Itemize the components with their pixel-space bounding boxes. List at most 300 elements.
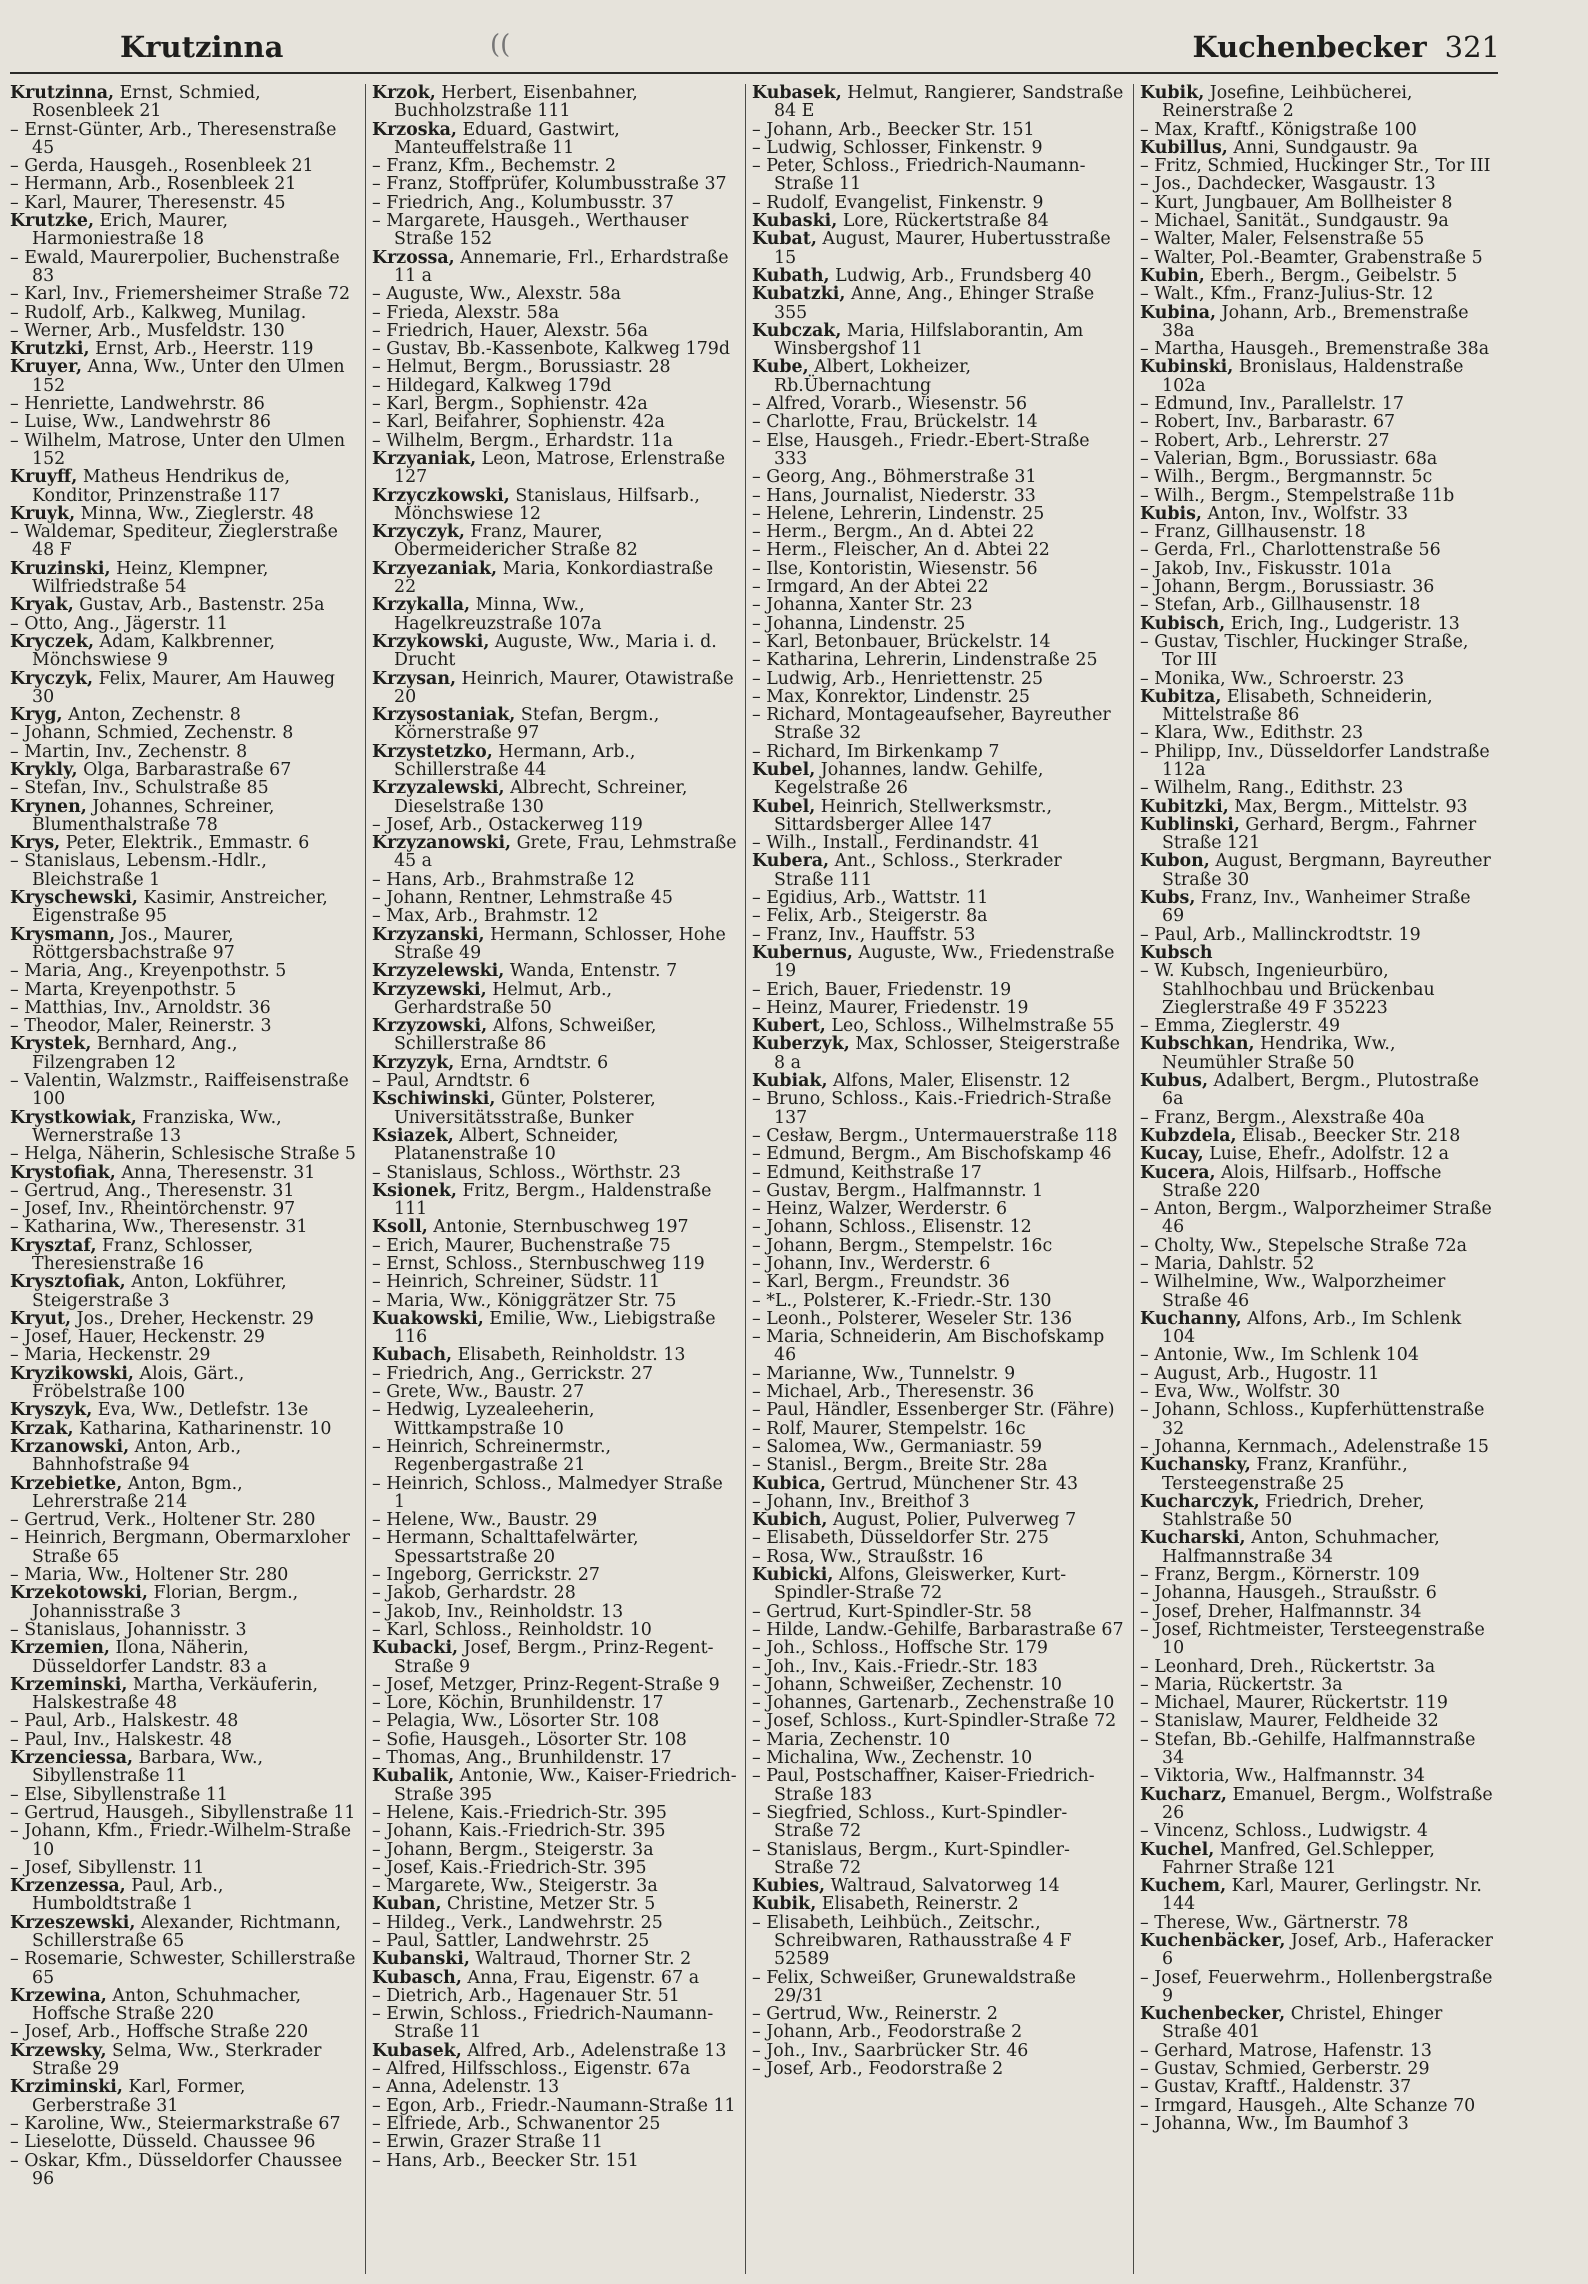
entry-surname: Krzyzanski,	[372, 924, 485, 945]
entry-details: – Waldemar, Spediteur, Zieglerstraße 48 F	[10, 522, 338, 561]
directory-entry	[1140, 1164, 1498, 1201]
entry-details: – Stanislaus, Lebensm.-Hdlr., Bleichstraße 1	[10, 851, 267, 890]
directory-entry	[372, 340, 738, 358]
entry-details: – Gustav, Kraftf., Haldenstr. 37	[1140, 2077, 1412, 2098]
entry-surname: Kubon,	[1140, 851, 1210, 872]
directory-entry	[1140, 743, 1498, 780]
directory-entry	[1140, 1658, 1498, 1676]
entry-details: – Hildeg., Verk., Landwehrstr. 25	[372, 1912, 663, 1933]
entry-surname: Kubs,	[1140, 888, 1196, 909]
directory-entry	[1140, 84, 1498, 121]
directory-entry	[372, 1401, 738, 1438]
entry-surname: Krzekotowski,	[10, 1583, 148, 1604]
directory-entry	[372, 1346, 738, 1364]
entry-surname: Kubsch	[1140, 942, 1213, 963]
entry-surname: Krzenciessa,	[10, 1748, 134, 1769]
header-first-entry: Krutzinna	[120, 30, 284, 64]
entry-details: Gustav, Arb., Bastenstr. 25a	[73, 595, 325, 616]
directory-entry	[10, 1712, 358, 1730]
directory-entry	[372, 1712, 738, 1730]
entry-surname: Kubacki,	[372, 1638, 459, 1659]
entry-surname: Kubatzki,	[752, 284, 846, 305]
entry-details: – Jakob, Inv., Reinholdstr. 13	[372, 1601, 624, 1622]
entry-details: – Hans, Arb., Beecker Str. 151	[372, 2150, 639, 2171]
entry-details: – Fritz, Schmied, Huckinger Str., Tor III	[1140, 156, 1491, 177]
entry-details: – Karl, Betonbauer, Brückelstr. 14	[752, 631, 1051, 652]
directory-entry	[372, 560, 738, 597]
entry-details: – Stanislaus, Johannisstr. 3	[10, 1619, 247, 1640]
entry-details: Leo, Schloss., Wilhelmstraße 55	[825, 1016, 1115, 1037]
entry-details: Alois, Gärt., Fröbelstraße 100	[32, 1363, 245, 1403]
directory-entry	[752, 139, 1126, 157]
directory-entry	[1140, 1273, 1498, 1310]
directory-entry	[372, 1639, 738, 1676]
entry-surname: Krzyzalewski,	[372, 778, 505, 799]
directory-entry	[752, 1456, 1126, 1474]
entry-details: – Cholty, Ww., Stepelsche Straße 72a	[1140, 1235, 1467, 1256]
entry-details: – Karl, Inv., Friemersheimer Straße 72	[10, 284, 351, 305]
entry-surname: Krys,	[10, 833, 61, 854]
entry-details: – Stanislaus, Schloss., Wörthstr. 23	[372, 1162, 681, 1183]
entry-surname: Kubach,	[372, 1345, 453, 1366]
entry-details: – Herm., Fleischer, An d. Abtei 22	[752, 540, 1050, 561]
directory-entry	[752, 1200, 1126, 1218]
directory-entry	[752, 926, 1126, 944]
directory-entry	[372, 157, 738, 175]
directory-entry	[1140, 1383, 1498, 1401]
directory-entry	[10, 670, 358, 707]
entry-surname: Krzysostaniak,	[372, 705, 516, 726]
directory-entry	[372, 1566, 738, 1584]
entry-details: – Stefan, Bb.-Gehilfe, Halfmannstraße 34	[1140, 1729, 1476, 1769]
entry-details: – Stanislaus, Bergm., Kurt-Spindler-Straße 72	[752, 1839, 1070, 1878]
directory-entry	[10, 1749, 358, 1786]
entry-details: – Ludwig, Arb., Henriettenstr. 25	[752, 668, 1044, 689]
entry-details: – Frieda, Alexstr. 58a	[372, 302, 560, 323]
directory-entry	[752, 413, 1126, 431]
entry-surname: Krzyaniak,	[372, 448, 477, 469]
directory-column-1	[10, 84, 358, 2274]
directory-entry	[752, 230, 1126, 267]
entry-details: – August, Arb., Hugostr. 11	[1140, 1363, 1380, 1384]
entry-details: – Josef, Kais.-Friedrich-Str. 395	[372, 1857, 647, 1878]
entry-details: Peter, Elektrik., Emmastr. 6	[60, 833, 310, 854]
entry-surname: Krystek,	[10, 1034, 92, 1055]
directory-entry	[10, 395, 358, 413]
header-last-entry	[1193, 30, 1501, 64]
entry-details: Franz, Maurer, Obermeidericher Straße 82	[394, 522, 638, 561]
directory-entry	[10, 1164, 358, 1182]
entry-surname: Kubica,	[752, 1473, 827, 1494]
directory-entry	[10, 1420, 358, 1438]
directory-entry	[752, 651, 1126, 669]
directory-entry	[372, 1969, 738, 1987]
directory-entry	[752, 1914, 1126, 1969]
entry-details: Franz, Schlosser, Theresienstraße 16	[32, 1235, 254, 1274]
directory-entry	[752, 1804, 1126, 1841]
entry-details: – Johann, Schloss., Kupferhüttenstraße 32	[1140, 1400, 1485, 1439]
directory-entry	[1140, 468, 1498, 486]
entry-details: Auguste, Ww., Friedenstraße 19	[774, 942, 1115, 982]
entry-details: – Josef, Hauer, Heckenstr. 29	[10, 1327, 265, 1348]
entry-surname: Kryszyk,	[10, 1400, 93, 1421]
directory-entry	[10, 999, 358, 1017]
entry-details: Johannes, Schreiner, Blumenthalstraße 78	[32, 796, 275, 835]
entry-details: – Elisabeth, Düsseldorfer Str. 275	[752, 1528, 1049, 1549]
entry-details: – Robert, Arb., Lehrerstr. 27	[1140, 430, 1390, 451]
directory-entry	[10, 1731, 358, 1749]
directory-entry	[1140, 2115, 1498, 2133]
entry-surname: Kubik,	[1140, 84, 1205, 103]
entry-details: – Ilse, Kontoristin, Wiesenstr. 56	[752, 558, 1038, 579]
directory-entry	[372, 926, 738, 963]
directory-entry	[372, 413, 738, 431]
directory-entry	[10, 212, 358, 249]
directory-entry	[372, 816, 738, 834]
directory-entry	[1140, 852, 1498, 889]
entry-details: – Johanna, Xanter Str. 23	[752, 595, 973, 616]
directory-entry	[752, 2060, 1126, 2078]
directory-entry	[372, 249, 738, 286]
directory-entry	[752, 121, 1126, 139]
header-last-name: Kuchenbecker	[1192, 30, 1427, 64]
entry-surname: Kucharski,	[1140, 1528, 1246, 1549]
directory-entry	[752, 541, 1126, 559]
directory-entry	[752, 852, 1126, 889]
directory-entry	[372, 175, 738, 193]
directory-entry	[1140, 1932, 1498, 1969]
directory-entry	[372, 304, 738, 322]
entry-details: Albert, Lokheizer, Rb.Übernachtung	[774, 357, 972, 396]
directory-entry	[752, 670, 1126, 688]
entry-details: – Ernst-Günter, Arb., Theresenstraße 45	[10, 119, 337, 158]
entry-details: – Johann, Arb., Feodorstraße 2	[752, 2022, 1023, 2043]
directory-entry	[1140, 1346, 1498, 1364]
directory-entry	[752, 560, 1126, 578]
directory-entry	[10, 194, 358, 212]
directory-entry	[10, 1950, 358, 1987]
entry-surname: Kubiak,	[752, 1071, 828, 1092]
entry-details: – Franz, Stoffprüfer, Kolumbusstraße 37	[372, 174, 727, 195]
directory-entry	[372, 1694, 738, 1712]
entry-surname: Kuchenbecker,	[1140, 2004, 1286, 2025]
entry-details: Florian, Bergm., Johannisstraße 3	[32, 1583, 299, 1622]
directory-entry	[10, 962, 358, 980]
entry-details: – Salomea, Ww., Germaniastr. 59	[752, 1436, 1043, 1457]
directory-entry	[10, 413, 358, 431]
entry-details: – Peter, Schloss., Friedrich-Naumann-Straße 11	[752, 156, 1086, 195]
entry-details: – Michael, Arb., Theresenstr. 36	[752, 1382, 1035, 1403]
entry-details: – Johannes, Gartenarb., Zechenstraße 10	[752, 1693, 1115, 1714]
entry-surname: Kubert,	[752, 1016, 826, 1037]
directory-entry	[10, 1035, 358, 1072]
entry-details: – Heinz, Walzer, Werderstr. 6	[752, 1199, 1008, 1220]
entry-details: – Charlotte, Frau, Brückelstr. 14	[752, 412, 1038, 433]
directory-entry	[372, 1255, 738, 1273]
directory-entry	[1140, 1731, 1498, 1768]
entry-details: – Karoline, Ww., Steiermarkstraße 67	[10, 2113, 341, 2134]
directory-entry	[10, 2078, 358, 2115]
directory-entry	[1140, 615, 1498, 633]
directory-entry	[372, 2152, 738, 2170]
directory-entry	[752, 1127, 1126, 1145]
directory-entry	[752, 1548, 1126, 1566]
entry-details: – Stanisl., Bergm., Breite Str. 28a	[752, 1455, 1048, 1476]
entry-surname: Kubschkan,	[1140, 1034, 1255, 1055]
entry-details: – Helene, Ww., Baustr. 29	[372, 1510, 598, 1531]
entry-details: – Else, Hausgeh., Friedr.-Ebert-Straße 333	[752, 430, 1090, 469]
entry-details: – Werner, Arb., Musfeldstr. 130	[10, 320, 285, 341]
entry-details: – Jakob, Gerhardstr. 28	[372, 1583, 576, 1604]
entry-details: – Emma, Zieglerstr. 49	[1140, 1016, 1341, 1037]
entry-details: – Maria, Ww., Holtener Str. 280	[10, 1565, 289, 1586]
directory-entry	[1140, 212, 1498, 230]
entry-surname: Krzyzelewski,	[372, 961, 505, 982]
directory-entry	[10, 779, 358, 797]
entry-surname: Kubisch,	[1140, 613, 1226, 634]
directory-entry	[10, 1621, 358, 1639]
directory-entry	[10, 1237, 358, 1274]
entry-surname: Kubalik,	[372, 1766, 455, 1787]
directory-entry	[752, 999, 1126, 1017]
directory-entry	[1140, 779, 1498, 797]
entry-details: – Maria, Dahlstr. 52	[1140, 1254, 1315, 1274]
directory-entry	[372, 596, 738, 633]
entry-details: Erich, Maurer, Harmoniestraße 18	[32, 211, 229, 250]
directory-entry	[1140, 816, 1498, 853]
entry-details: Auguste, Ww., Maria i. d. Drucht	[394, 631, 717, 671]
directory-column-3	[752, 84, 1126, 2274]
entry-details: Ernst, Schmied, Rosenbleek 21	[32, 84, 261, 122]
entry-details: – Paul, Händler, Essenberger Str. (Fähre)	[752, 1400, 1115, 1421]
directory-entry	[1140, 2097, 1498, 2115]
directory-entry	[752, 1420, 1126, 1438]
entry-details: – Gertrud, Kurt-Spindler-Str. 58	[752, 1601, 1032, 1622]
entry-details: – Ludwig, Schlosser, Finkenstr. 9	[752, 137, 1043, 158]
entry-surname: Kschiwinski,	[372, 1089, 496, 1110]
directory-entry	[1140, 249, 1498, 267]
directory-entry	[10, 798, 358, 835]
entry-surname: Kubath,	[752, 265, 830, 286]
directory-entry	[752, 1529, 1126, 1547]
directory-entry	[10, 340, 358, 358]
entry-surname: Kryg,	[10, 705, 63, 726]
directory-entry	[10, 1145, 358, 1163]
directory-entry	[752, 798, 1126, 835]
directory-entry	[752, 1694, 1126, 1712]
entry-details: – Wilhelmine, Ww., Walporzheimer Straße 46	[1140, 1272, 1446, 1311]
entry-details: Albrecht, Schreiner, Dieselstraße 130	[394, 778, 688, 817]
directory-entry	[1140, 1401, 1498, 1438]
entry-details: Grete, Frau, Lehmstraße 45 a	[394, 833, 737, 872]
directory-entry	[1140, 1694, 1498, 1712]
directory-entry	[372, 377, 738, 395]
directory-entry	[372, 1310, 738, 1347]
directory-entry	[10, 2042, 358, 2079]
directory-entry	[1140, 889, 1498, 926]
entry-details: – Elfriede, Arb., Schwanentor 25	[372, 2113, 661, 2134]
entry-surname: Krynen,	[10, 796, 87, 817]
entry-details: – Felix, Schweißer, Grunewaldstraße 29/31	[752, 1967, 1076, 2006]
directory-entry	[10, 175, 358, 193]
entry-details: Elisabeth, Reinholdstr. 13	[452, 1345, 686, 1366]
directory-entry	[1140, 1566, 1498, 1584]
entry-surname: Kubis,	[1140, 503, 1202, 524]
entry-details: Alexander, Richtmann, Schillerstraße 65	[32, 1912, 341, 1951]
directory-entry	[372, 1841, 738, 1859]
directory-entry	[752, 1035, 1126, 1072]
entry-details: Günter, Polsterer, Universitätsstraße, Bunker	[394, 1089, 656, 1128]
directory-entry	[10, 1584, 358, 1621]
directory-entry	[372, 1950, 738, 1968]
directory-entry	[10, 1877, 358, 1914]
entry-details: – Max, Konrektor, Lindenstr. 25	[752, 686, 1030, 707]
directory-entry	[372, 285, 738, 303]
directory-entry	[10, 1822, 358, 1859]
entry-details: – Felix, Arb., Steigerstr. 8a	[752, 906, 988, 927]
entry-details: – Wilhelm, Rang., Edithstr. 23	[1140, 778, 1404, 799]
entry-details: Paul, Arb., Humboldtstraße 1	[32, 1876, 224, 1915]
directory-entry	[10, 981, 358, 999]
entry-details: – Johann, Schweißer, Zechenstr. 10	[752, 1674, 1062, 1695]
directory-entry	[1140, 157, 1498, 175]
directory-entry	[372, 1987, 738, 2005]
directory-entry	[752, 1218, 1126, 1236]
directory-entry	[752, 1731, 1126, 1749]
directory-entry	[372, 432, 738, 450]
entry-details: Hermann, Schlosser, Hohe Straße 49	[394, 924, 726, 963]
entry-details: – Kurt, Jungbauer, Am Bollheister 8	[1140, 192, 1453, 213]
entry-details: – Anton, Bergm., Walporzheimer Straße 46	[1140, 1199, 1492, 1238]
directory-entry	[752, 1237, 1126, 1255]
entry-details: – Johann, Kfm., Friedr.-Wilhelm-Straße 10	[10, 1821, 352, 1860]
directory-entry	[372, 395, 738, 413]
entry-details: Helmut, Arb., Gerhardstraße 50	[394, 979, 613, 1018]
entry-details: Anton, Lokführer, Steigerstraße 3	[32, 1272, 287, 1311]
directory-entry	[372, 84, 738, 121]
entry-details: – Walter, Maler, Felsenstraße 55	[1140, 229, 1425, 250]
entry-details: Max, Schlosser, Steigerstraße 8 a	[774, 1034, 1120, 1073]
entry-surname: Krutzinna,	[10, 84, 115, 103]
entry-details: – Wilh., Bergm., Stempelstraße 11b	[1140, 485, 1455, 506]
entry-surname: Kubillus,	[1140, 137, 1228, 158]
entry-details: Heinrich, Maurer, Otawistraße 20	[394, 668, 734, 707]
entry-details: – Stanislaw, Maurer, Feldheide 32	[1140, 1711, 1439, 1732]
entry-details: – Vincenz, Schloss., Ludwigstr. 4	[1140, 1821, 1428, 1842]
directory-entry	[372, 1237, 738, 1255]
entry-details: – Margarete, Ww., Steigerstr. 3a	[372, 1876, 658, 1897]
directory-entry	[1140, 1200, 1498, 1237]
directory-entry	[10, 633, 358, 670]
directory-entry	[1140, 1676, 1498, 1694]
entry-details: – Wilhelm, Matrose, Unter den Ulmen 152	[10, 430, 346, 469]
entry-details: – Johann, Bergm., Stempelstr. 16c	[752, 1235, 1053, 1256]
entry-details: Anton, Arb., Bahnhofstraße 94	[32, 1436, 242, 1476]
directory-entry	[10, 1804, 358, 1822]
entry-details: – Lieselotte, Düsseld. Chaussee 96	[10, 2132, 316, 2153]
entry-surname: Krzyczkowski,	[372, 485, 510, 506]
entry-details: – Josef, Metzger, Prinz-Regent-Straße 9	[372, 1674, 720, 1695]
entry-details: Barbara, Ww., Sibyllenstraße 11	[32, 1748, 264, 1787]
directory-entry	[10, 2152, 358, 2189]
directory-entry	[372, 889, 738, 907]
directory-entry	[372, 1292, 738, 1310]
directory-entry	[372, 1127, 738, 1164]
entry-surname: Krysmann,	[10, 924, 116, 945]
directory-entry	[752, 1767, 1126, 1804]
entry-details: Anne, Ang., Ehinger Straße 355	[774, 284, 1095, 323]
entry-surname: Kubera,	[752, 851, 830, 872]
entry-details: – Eva, Ww., Wolfstr. 30	[1140, 1382, 1341, 1403]
entry-surname: Krzok,	[372, 84, 436, 103]
directory-entry	[752, 2042, 1126, 2060]
entry-surname: Kuakowski,	[372, 1308, 484, 1329]
directory-entry	[752, 358, 1126, 395]
directory-entry	[752, 194, 1126, 212]
directory-entry	[10, 1328, 358, 1346]
entry-surname: Krzenzessa,	[10, 1876, 126, 1897]
entry-details: Gertrud, Münchener Str. 43	[826, 1473, 1079, 1494]
directory-entry	[752, 1475, 1126, 1493]
directory-entry	[372, 1511, 738, 1529]
entry-details: – Johanna, Hausgeh., Straußstr. 6	[1140, 1583, 1437, 1604]
entry-details: – Erwin, Schloss., Friedrich-Naumann-Straße 11	[372, 2004, 714, 2043]
directory-entry	[372, 523, 738, 560]
directory-entry	[752, 907, 1126, 925]
entry-surname: Krzykalla,	[372, 595, 471, 616]
entry-details: – Heinrich, Bergmann, Obermarxloher Straße 65	[10, 1528, 350, 1567]
entry-details: Jos., Dreher, Heckenstr. 29	[71, 1308, 314, 1329]
entry-surname: Krzoska,	[372, 119, 457, 140]
directory-entry	[752, 1749, 1126, 1767]
entry-details: Friedrich, Dreher, Stahlstraße 50	[1162, 1491, 1425, 1531]
directory-entry	[372, 2133, 738, 2151]
directory-entry	[372, 194, 738, 212]
entry-details: – Maria, Rückertstr. 3a	[1140, 1674, 1343, 1695]
entry-details: Hermann, Arb., Schillerstraße 44	[394, 741, 636, 780]
directory-entry	[1140, 1310, 1498, 1347]
directory-entry	[1140, 1841, 1498, 1878]
entry-details: Fritz, Bergm., Haldenstraße 111	[394, 1180, 712, 1220]
entry-details: Ludwig, Arb., Frundsberg 40	[829, 265, 1092, 286]
directory-entry	[1140, 724, 1498, 742]
entry-details: – Katharina, Lehrerin, Lindenstraße 25	[752, 650, 1098, 671]
directory-entry	[1140, 1127, 1498, 1145]
directory-entry	[372, 633, 738, 670]
directory-entry	[372, 1365, 738, 1383]
entry-details: Elisabeth, Schneiderin, Mittelstraße 86	[1162, 686, 1433, 726]
directory-entry	[1140, 560, 1498, 578]
directory-entry	[1140, 139, 1498, 157]
entry-details: Manfred, Gel.Schlepper, Fahrner Straße 121	[1162, 1839, 1435, 1878]
directory-entry	[372, 1914, 738, 1932]
entry-details: – Johann, Kais.-Friedrich-Str. 395	[372, 1821, 666, 1842]
directory-entry	[1140, 1914, 1498, 1932]
entry-details: – Joh., Inv., Kais.-Friedr.-Str. 183	[752, 1656, 1038, 1677]
entry-details: – Gerda, Hausgeh., Rosenbleek 21	[10, 156, 314, 177]
directory-entry	[752, 1603, 1126, 1621]
entry-details: – Max, Kraftf., Königstraße 100	[1140, 119, 1417, 140]
entry-details: Eduard, Gastwirt, Manteuffelstraße 11	[394, 119, 620, 158]
entry-details: – Rudolf, Arb., Kalkweg, Munilag.	[10, 302, 307, 323]
directory-entry	[752, 1438, 1126, 1456]
entry-details: – Richard, Montageaufseher, Bayreuther Straße 32	[752, 705, 1111, 744]
directory-entry	[372, 706, 738, 743]
entry-details: Johannes, landw. Gehilfe, Kegelstraße 26	[774, 759, 1044, 799]
entry-details: – *L., Polsterer, K.-Friedr.-Str. 130	[752, 1290, 1052, 1311]
entry-surname: Krykly,	[10, 759, 78, 780]
directory-entry	[372, 907, 738, 925]
